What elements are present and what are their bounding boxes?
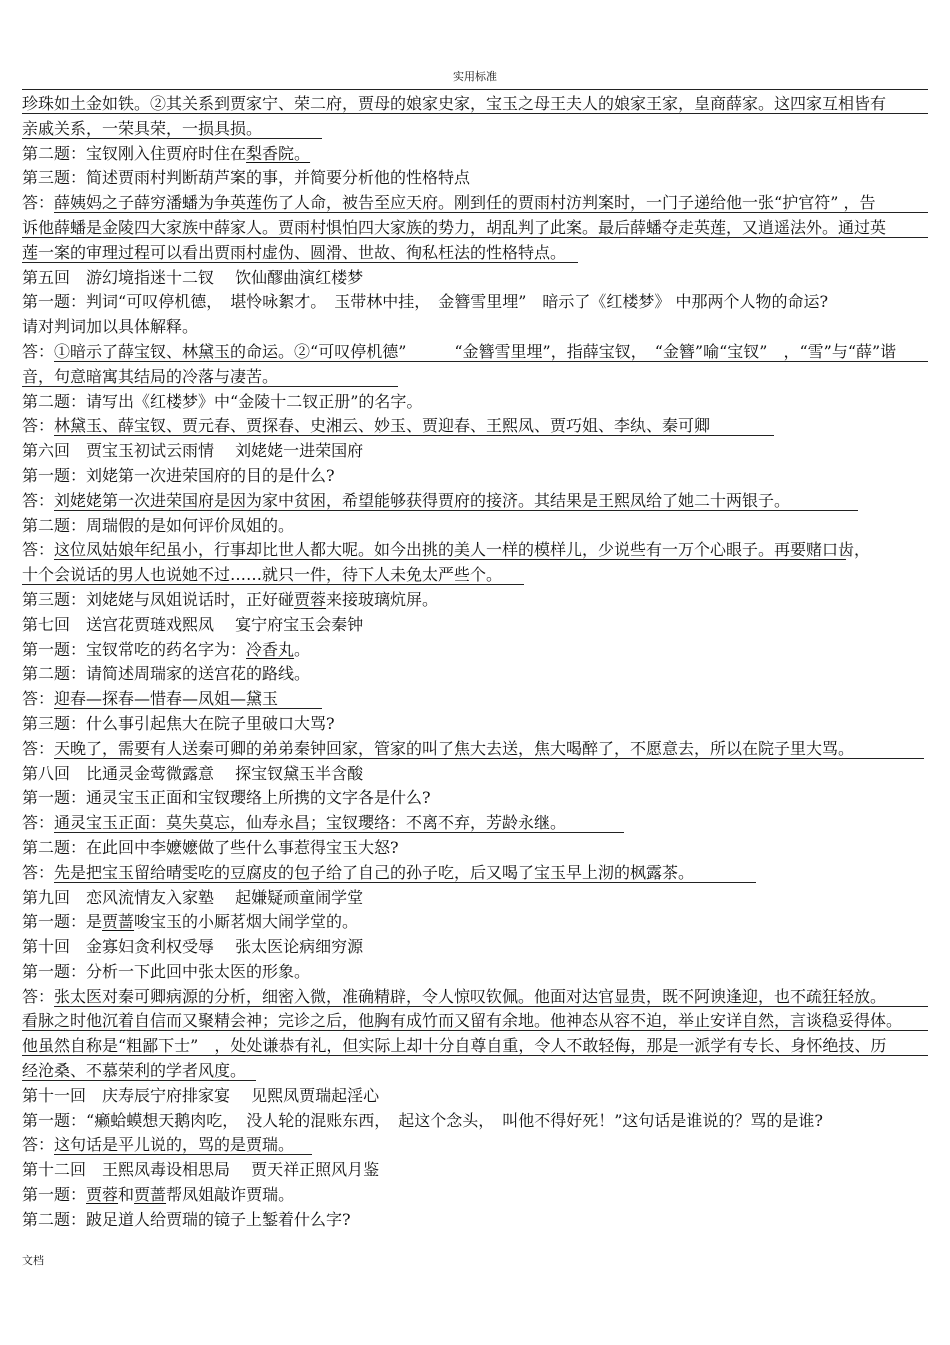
question-line — [22, 166, 928, 191]
answer-label: 答： — [22, 416, 55, 436]
question-text: 跛足道人给贾瑞的镜子上錾着什么字? — [86, 1209, 351, 1229]
answer-line — [22, 191, 928, 216]
answer-text: 先是把宝玉留给晴雯吃的豆腐皮的包子给了自己的孙子吃，后又喝了宝玉早上沏的枫露茶。 — [54, 864, 756, 883]
question-label: 第二题： — [22, 664, 87, 684]
answer-text: 刘姥姥第一次进荣国府是因为家中贫困，希望能够获得贾府的接济。其结果是王熙凤给了她二十两银子。 — [54, 492, 858, 511]
answer-line — [22, 489, 928, 514]
question-line — [22, 142, 928, 167]
answer-text: 薛姨妈之子薛穷潘蟠为争英莲伤了人命，被告至应天府。刚到任的贾雨村汸判案时，一门子递给他一张“护官符” ，告 — [54, 194, 928, 213]
answer-text: 亲戚关系，一荣具荣，一损具损。 — [22, 120, 322, 139]
answer-line — [22, 861, 928, 886]
fill-in-answer: 贾蔷 — [102, 912, 135, 932]
answer-line — [22, 216, 928, 241]
question-label: 第三题： — [22, 713, 87, 733]
chapter-heading: 第十二回 王熙凤毒设相思局 贾天祥正照风月鉴 — [22, 1160, 380, 1180]
question-line — [22, 1208, 928, 1233]
answer-text: 迎春—探春—惜春—凤姐—黛玉 — [54, 690, 322, 709]
question-label: 第一题： — [22, 639, 87, 659]
question-text: 简述贾雨村判断葫芦案的事，并简要分析他的性格特点 — [86, 168, 471, 188]
page-header: 实用标准 — [453, 70, 497, 83]
answer-text: 天晚了，需要有人送秦可卿的弟弟秦钟回家，管家的叫了焦大去送，焦大喝醉了，不愿意去，所以在院子里大骂。 — [54, 740, 924, 759]
answer-label: 答： — [22, 490, 55, 510]
question-line — [22, 1109, 928, 1134]
chapter-heading: 第六回 贾宝玉初试云雨情 刘姥姥一进荣国府 — [22, 441, 364, 461]
answer-text: ①暗示了薛宝钗、林黛玉的命运。②“可叹停机德” “金簪雪里埋”，指薛宝钗， “金簪”喻“宝钗” ，“雪”与“薛”谐 — [54, 343, 928, 362]
question-label: 第二题： — [22, 391, 87, 411]
question-line — [22, 836, 928, 861]
answer-text: 诉他薛蟠是金陵四大家族中薛家人。贾雨村惧怕四大家族的势力，胡乱判了此案。最后薛蟠夺走英莲，又逍遥法外。通过英 — [22, 219, 928, 238]
fill-in-answer: 贾蓉 — [86, 1185, 119, 1205]
answer-text: 莲一案的审理过程可以看出贾雨村虚伪、圆滑、世故、徇私枉法的性格特点。 — [22, 244, 578, 263]
question-label: 第一题： — [22, 292, 87, 312]
question-line — [22, 712, 928, 737]
question-text: 请简述周瑞家的送宫花的路线。 — [86, 664, 311, 684]
chapter-heading: 第十回 金寡妇贪利权受辱 张太医论病细穷源 — [22, 937, 364, 957]
fill-in-answer: 贾蔷 — [134, 1185, 167, 1205]
question-text: 宝钗刚入住贾府时住在 — [86, 143, 247, 163]
question-text: 帮凤姐敲诈贾瑞。 — [166, 1185, 295, 1205]
question-line — [22, 588, 928, 613]
question-text: 宝钗常吃的药名字为： — [86, 639, 247, 659]
question-line — [22, 662, 928, 687]
fill-in-answer: 贾蓉 — [294, 589, 327, 609]
question-text: 唆宝玉的小厮茗烟大闹学堂的。 — [134, 912, 359, 932]
answer-text: 看脉之时他沉着自信而又聚精会神；完诊之后，他胸有成竹而又留有余地。他神态从容不迫，举止安详自然，言谈稳妥得体。 — [22, 1012, 928, 1031]
answer-line — [22, 1133, 928, 1158]
question-text: 分析一下此回中张太医的形象。 — [86, 961, 311, 981]
question-label: 第一题： — [22, 1185, 87, 1205]
answer-label: 答： — [22, 193, 55, 213]
question-text: 是 — [86, 912, 103, 932]
answer-text: 张太医对秦可卿病源的分析，细密入微，准确精辟，令人惊叹钦佩。他面对达官显贵，既不阿谀逢迎，也不疏狂轻放。 — [54, 988, 928, 1007]
answer-line — [22, 1034, 928, 1059]
answer-label: 答： — [22, 738, 55, 758]
question-label: 第一题： — [22, 1110, 87, 1130]
answer-label: 答： — [22, 986, 55, 1006]
question-text: 周瑞假的是如何评价凤姐的。 — [86, 515, 295, 535]
fill-in-answer: 冷香丸 — [246, 639, 295, 659]
answer-text: 林黛玉、薛宝钗、贾元春、贾探春、史湘云、妙玉、贾迎春、王熙凤、贾巧姐、李纨、秦可卿 — [54, 417, 774, 436]
answer-line — [22, 563, 928, 588]
question-label: 第一题： — [22, 465, 87, 485]
answer-line — [22, 538, 928, 563]
question-text: 请写出《红楼梦》中“金陵十二钗正册”的名字。 — [86, 391, 423, 411]
answer-label: 答： — [22, 862, 55, 882]
answer-line — [22, 340, 928, 365]
answer-label: 答： — [22, 341, 55, 361]
chapter-heading: 第九回 恋风流情友入家塾 起嫌疑顽童闹学堂 — [22, 887, 364, 907]
question-label: 第三题： — [22, 168, 87, 188]
question-label: 第二题： — [22, 837, 87, 857]
chapter-heading: 第七回 送宫花贾琏戏熙凤 宴宁府宝玉会秦钟 — [22, 614, 364, 634]
question-label: 第一题： — [22, 961, 87, 981]
question-line — [22, 960, 928, 985]
answer-text: 通灵宝玉正面：莫失莫忘，仙寿永昌；宝钗瓔络：不离不弃，芳龄永继。 — [54, 814, 624, 833]
answer-text: 十个会说话的男人也说她不过……就只一件，待下人未免太严些个。 — [22, 566, 524, 585]
answer-line — [22, 365, 928, 390]
question-label: 第二题： — [22, 1209, 87, 1229]
question-line — [22, 290, 928, 315]
question-line — [22, 514, 928, 539]
question-text: 。 — [294, 639, 311, 659]
answer-text: 音，句意暗寓其结局的冷落与凄苦。 — [22, 368, 398, 387]
answer-line — [22, 985, 928, 1010]
answer-label: 答： — [22, 1135, 55, 1155]
question-line — [22, 638, 928, 663]
answer-line — [22, 687, 928, 712]
question-text: 在此回中李嬷嬷做了些什么事惹得宝玉大怒? — [86, 837, 399, 857]
answer-line — [22, 1059, 928, 1084]
question-text: 判词“可叹停机德， 堪怜咏絮才。 玉带林中挂， 金簪雪里埋” 暗示了《红楼梦》 中那两个人物的命运? — [86, 292, 829, 312]
answer-line — [22, 241, 928, 266]
header-rule — [22, 89, 928, 90]
question-label: 第一题： — [22, 912, 87, 932]
answer-label: 答： — [22, 689, 55, 709]
question-text: 来接玻璃炕屏。 — [326, 589, 439, 609]
document-body — [22, 92, 928, 1233]
question-text: 刘姥第一次进荣国府的目的是什么? — [86, 465, 335, 485]
question-label: 第二题： — [22, 515, 87, 535]
question-line — [22, 390, 928, 415]
question-text: 请对判词加以具体解释。 — [22, 317, 199, 337]
question-label: 第三题： — [22, 589, 87, 609]
question-line — [22, 464, 928, 489]
question-label: 第一题： — [22, 788, 87, 808]
answer-line — [22, 737, 928, 762]
answer-text: 珍珠如土金如铁。②其关系到贾家宁、荣二府，贾母的娘家史家，宝玉之母王夫人的娘家王家，皇商薛家。这四家互相皆有 — [22, 95, 928, 114]
question-line — [22, 910, 928, 935]
question-text: 什么事引起焦大在院子里破口大骂? — [86, 713, 335, 733]
answer-text: 经沧桑、不慕荣利的学者风度。 — [22, 1062, 256, 1081]
answer-line — [22, 811, 928, 836]
question-label: 第二题： — [22, 143, 87, 163]
chapter-heading: 第五回 游幻境指迷十二钗 饮仙醪曲演红楼梦 — [22, 267, 364, 287]
question-text: “癞蛤蟆想天鹅肉吃， 没人轮的混账东西， 起这个念头， 叫他不得好死！”这句话是谁说的？骂的是谁? — [86, 1110, 823, 1130]
answer-text: 这位凤姑娘年纪虽小，行事却比世人都大呢。如今出挑的美人一样的模样儿，少说些有一万个心眼子。再要赌口齿， — [54, 540, 871, 560]
answer-label: 答： — [22, 813, 55, 833]
question-text: 和 — [118, 1185, 135, 1205]
question-text: 通灵宝玉正面和宝钗瓔络上所携的文字各是什么? — [86, 788, 431, 808]
question-line — [22, 786, 928, 811]
question-line — [22, 1183, 928, 1208]
answer-label: 答： — [22, 540, 55, 560]
page-footer: 文档 — [22, 1254, 44, 1267]
chapter-heading: 第八回 比通灵金莺微露意 探宝钗黛玉半含酸 — [22, 763, 364, 783]
chapter-heading: 第十一回 庆寿辰宁府排家宴 见熙凤贾瑞起淫心 — [22, 1085, 380, 1105]
answer-text: 他虽然自称是“粗鄙下士” ，处处谦恭有礼，但实际上却十分自尊自重，令人不敢轻侮，那是一派学有专长、身怀绝技、历 — [22, 1037, 928, 1056]
answer-line — [22, 1009, 928, 1034]
question-text: 刘姥姥与凤姐说话时，正好碰 — [86, 589, 295, 609]
question-line — [22, 315, 928, 340]
answer-line — [22, 92, 928, 117]
answer-line — [22, 117, 928, 142]
answer-line — [22, 414, 928, 439]
fill-in-answer: 梨香院。 — [246, 143, 311, 163]
answer-text: 这句话是平儿说的，骂的是贾瑞。 — [54, 1136, 312, 1155]
